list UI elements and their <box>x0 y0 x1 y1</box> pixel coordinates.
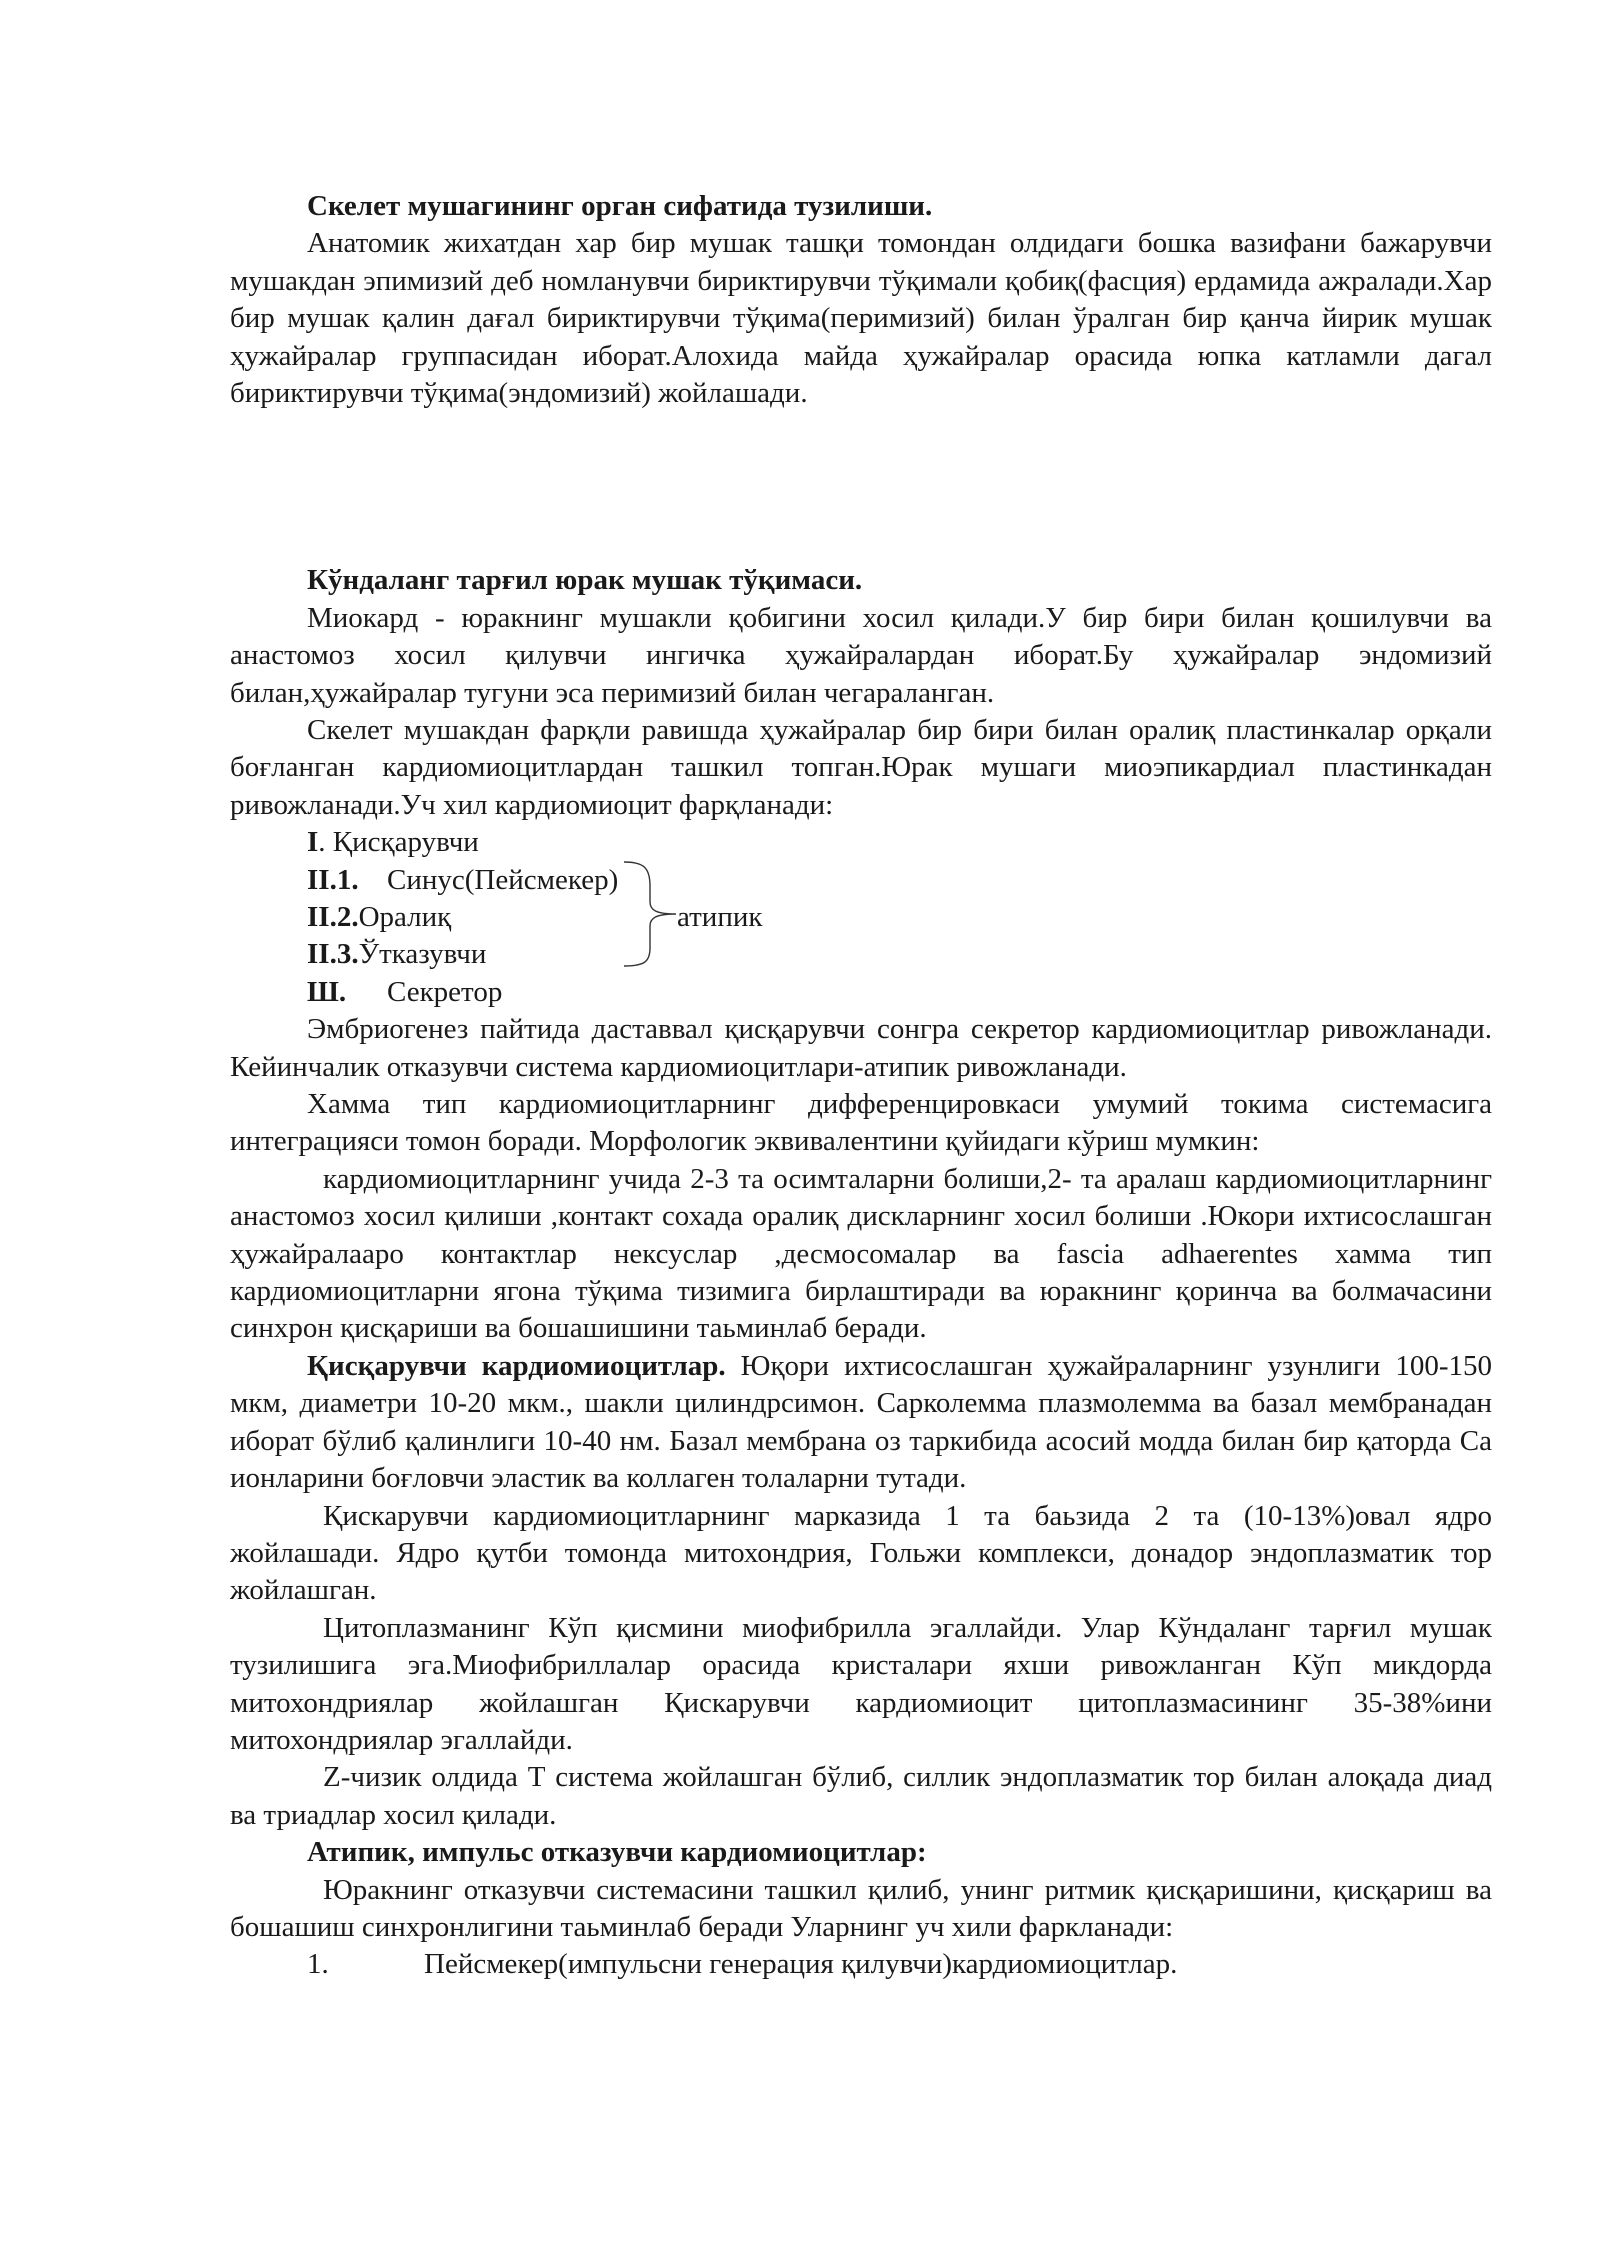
paragraph: Хамма тип кардиомиоцитларнинг дифференцировкаси умумий токима системасига интеграцияси томон боради. Морфологик эквивалентини қуйидаги кўриш мумкин: <box>230 1088 1492 1158</box>
list-item: II.3.Ўтказувчи <box>307 938 487 971</box>
paragraph: кардиомиоцитларнинг учида 2-3 та осимталарни болиши,2- та аралаш кардиомиоцитларнинг анастомоз хосил қилиши ,контакт сохада оралиқ дискларнинг хосил болиши .Юкори ихтисослашган ҳужайралаaро контактлар нексуслар ,десмосомалар ва fascia adhaerentes хамма тип кардиомиоцитларни ягона тўқима тизимига бирлаштиради ва юракнинг қоринча ва болмачасини синхрон қисқариши ва бошашишини таьминлаб беради. <box>230 1162 1492 1345</box>
paragraph: Миокард - юракнинг мушакли қобигини хосил қилади.У бир бири билан қошилувчи ва анастомоз хосил қилувчи ингичка ҳужайралардан иборат.Бу ҳужайралар эндомизий билан,ҳужайралар тугуни эса перимизий билан чегараланган. <box>230 601 1492 709</box>
paragraph: Анатомик жихатдан хар бир мушак ташқи томондан олдидаги бошка вазифани бажарувчи мушакдан эпимизий деб номланувчи бириктирувчи тўқимали қобиқ(фасция) ердамида ажралади.Хар бир мушак қалин дағал бириктирувчи тўқима(перимизий) билан ўралган бир қанча йирик мушак ҳужайралар группасидан иборат.Алохида майда ҳужайралар орасида юпка катламли дагал бириктирувчи тўқима(эндомизий) жойлашади. <box>230 227 1492 410</box>
list-item: II.2.Оралиқ <box>307 901 452 934</box>
blank-space <box>230 412 1492 562</box>
list-item: II.1. Синус(Пейсмекер) <box>307 863 619 896</box>
paragraph: Юракнинг отказувчи системасини ташкил қилиб, унинг ритмик қисқаришини, қисқариш ва бошашиш синхронлигини таьминлаб беради Уларнинг уч хили фаркланади: <box>230 1873 1492 1943</box>
paragraph: Эмбриогенез пайтида даставвал қисқарувчи сонгра секретор кардиомиоцитлар ривожланади. Кейинчалик отказувчи система кардиомиоцитлари-атипик ривожланади. <box>230 1013 1492 1083</box>
paragraph: Қискарувчи кардиомиоцитларнинг марказида 1 та баьзида 2 та (10-13%)овал ядро жойлашади. Ядро қутби томонда митохондрия, Гольжи комплекси, донадор эндоплазматик тор жойлашган. <box>230 1499 1492 1607</box>
paragraph: Қисқарувчи кардиомиоцитлар. Юқори ихтисослашган ҳужайраларнинг узунлиги 100-150 мкм, диаметри 10-20 мкм., шакли цилиндрсимон. Сарколемма плазмолемма ва базал мембранадан иборат бўлиб қалинлиги 10-40 нм. Базал мембрана оз таркибида асосий модда билан бир қаторда Са ионларини боғловчи эластик ва коллаген толаларни тутади. <box>230 1349 1492 1495</box>
inline-heading: Қисқарувчи кардиомиоцитлар. <box>307 1349 726 1382</box>
paragraph: Цитоплазманинг Кўп қисмини миофибрилла эгаллайди. Улар Кўндаланг тарғил мушак тузилишига эга.Миофибриллалар орасида кристалари яхши ривожланган Кўп микдорда митохондриялар жойлашган Қискарувчи кардиомиоцит цитоплазмасининг 35-38%ини митохондриялар эгаллайди. <box>230 1611 1492 1756</box>
list-item: 1. Пейсмекер(импульсни генерация қилувчи)кардиомиоцитлар. <box>307 1948 1178 1981</box>
list-item: I. Қисқарувчи <box>307 826 479 859</box>
document-page <box>230 188 1492 1984</box>
list-item: Ш. Секретор <box>307 975 503 1008</box>
cardiomyocyte-types-list <box>230 824 1492 1011</box>
brace-label: атипик <box>677 901 763 934</box>
section-heading-cardiac-muscle: Кўндаланг тарғил юрак мушак тўқимаси. <box>307 564 863 597</box>
paragraph: Скелет мушакдан фарқли равишда ҳужайралар бир бири билан оралиқ пластинкалар орқали боғланган кардиомиоцитлардан ташкил топган.Юрак мушаги миоэпикардиал пластинкадан ривожланади.Уч хил кардиомиоцит фарқланади: <box>230 714 1492 821</box>
curly-brace-icon <box>622 858 682 970</box>
section-heading-atypical: Атипик, импульс отказувчи кардиомиоцитлар: <box>307 1836 927 1869</box>
section-heading-skeletal-muscle: Скелет мушагининг орган сифатида тузилиши. <box>307 190 933 222</box>
paragraph: Z-чизик олдида Т система жойлашган бўлиб, силлик эндоплазматик тор билан алоқада диад ва триадлар хосил қилади. <box>230 1761 1492 1831</box>
